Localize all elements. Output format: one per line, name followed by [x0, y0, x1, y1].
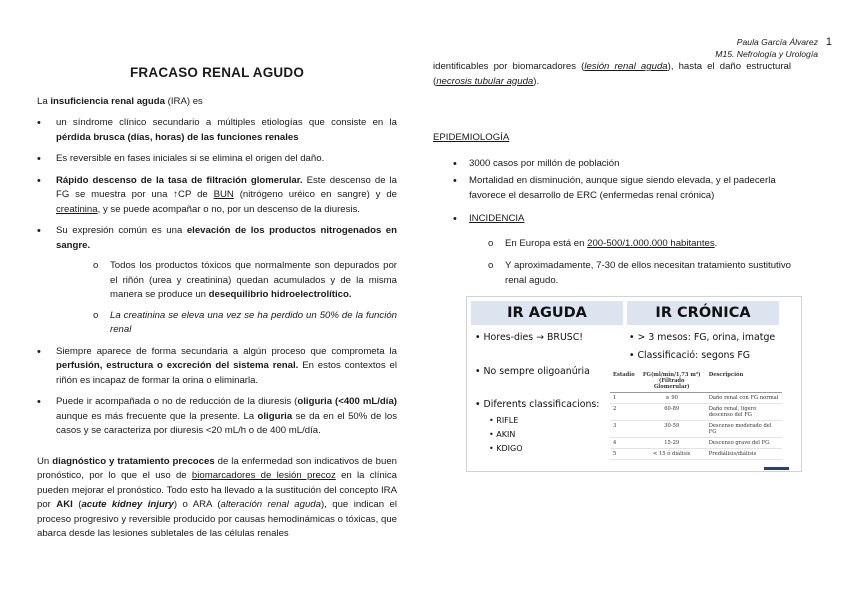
sub-list-item: o La creatinina se eleva una vez se ha perdido un 50% de la función renal — [56, 309, 397, 338]
slide-text: • KDIGO — [489, 444, 523, 453]
sub-list-item: o Y aproximadamente, 7-30 de ellos necesitan tratamiento sustitutivo renal agudo. — [433, 259, 791, 288]
course: M15. Nefrología y Urología — [715, 49, 818, 59]
table-header: Descripción — [706, 370, 782, 393]
list-item: • INCIDENCIA — [433, 212, 791, 227]
table-row: 1 ≥ 90 Daño renal con FG normal — [610, 393, 782, 404]
sub-list-item: o En Europa está en 200-500/1.000.000 habitantes. — [433, 237, 791, 252]
list-item: • 3000 casos por millón de población — [433, 157, 791, 172]
definition-list — [37, 116, 397, 439]
list-item: • Mortalidad en disminución, aunque sigue siendo elevada, y el padecerla favorece el desarrollo de ERC (enfermedas renal crónica) — [433, 174, 791, 203]
table-row: 2 60-89 Daño renal, ligero descenso del FG — [610, 404, 782, 421]
list-item: • Es reversible en fases iniciales si se elimina el origen del daño. — [37, 152, 397, 167]
ckd-stage-table — [610, 370, 782, 460]
table-header: FG(ml/min/1,73 m²) (Filtrado Glomerular) — [638, 370, 706, 393]
sub-list-item: o Todos los productos tóxicos que normalmente son depurados por el riñón (urea y creatinina) quedan acumulados y de la misma manera se produce un desequilibrio hidroelectrolítico. — [56, 259, 397, 303]
page-number: 1 — [825, 36, 832, 48]
author: Paula García Álvarez — [736, 37, 818, 47]
slide-heading-chronic: IR CRÓNICA — [627, 301, 779, 325]
list-item: • Siempre aparece de forma secundaria a algún proceso que comprometa la perfusión, estructura o excreción del sistema renal. En estos contextos el riñón es incapaz de formar la orina o eliminarla. — [37, 345, 397, 389]
slide-text: • > 3 mesos: FG, orina, imatge — [629, 332, 776, 343]
table-row: 5 < 15 ó diálisis Prediálisis/diálisis — [610, 449, 782, 460]
slide-text: • AKIN — [489, 430, 516, 439]
list-item: • Rápido descenso de la tasa de filtración glomerular. Este descenso de la FG se muestra por una ↑CP de BUN (nitrógeno uréico en sangre) y de creatinina, y se puede acompañar o no, por un descenso de la diuresis. — [37, 174, 397, 218]
list-item: • un síndrome clínico secundario a múltiples etiologías que consiste en la pérdida brusca (días, horas) de las funciones renales — [37, 116, 397, 145]
slide-text: • Hores-dies → BRUSC! — [475, 332, 584, 343]
left-column — [37, 60, 397, 542]
right-column — [433, 60, 791, 288]
continued-paragraph: identificables por biomarcadores (lesión renal aguda), hasta el daño estructural (necrosis tubular aguda). — [433, 61, 791, 87]
table-row: 4 15-29 Descenso grave del FG — [610, 438, 782, 449]
slide-text: • Diferents classificacions: — [475, 399, 600, 410]
slide-accent-bar — [764, 467, 789, 470]
comparison-slide-image — [466, 296, 802, 472]
table-header: Estadio — [610, 370, 638, 393]
table-row: 3 30-59 Descenso moderado del FG — [610, 421, 782, 438]
slide-text: • Classificació: segons FG — [629, 350, 751, 361]
page-header — [715, 36, 832, 60]
list-item: • Puede ir acompañada o no de reducción de la diuresis (oliguria (<400 mL/día) aunque es más frecuente que la presente. La oliguria se da en el 50% de los casos y se caracteriza por diuresis <20 mL/h o de 400 mL/día. — [37, 395, 397, 439]
list-item: • Su expresión común es una elevación de los productos nitrogenados en sangre. o Todos los productos tóxicos que normalmente son depurados por el riñón (urea y creatinina) quedan acumulados y de la misma manera se produce un desequilibrio hidroelectrolítico. o La creatinina se eleva una vez se ha perdido un 50% de la función renal — [37, 224, 397, 338]
diagnosis-paragraph: Un diagnóstico y tratamiento precoces de la enfermedad son indicativos de buen pronóstico, por lo que el uso de biomarcadores de lesión precoz en la clínica pueden mejorar el pronóstico. Todo esto ha llevado a la sustitución del concepto IRA por AKI (acute kidney injury) o ARA (alteración renal aguda), que indican el proceso progresivo y reversible producido por causas hemodinámicas o tóxicas, que abarca desde las lesiones subletales de las células renales — [37, 455, 397, 539]
epidemiology-heading: EPIDEMIOLOGÍA — [433, 132, 510, 143]
intro: La insuficiencia renal aguda (IRA) es — [37, 95, 203, 107]
slide-heading-acute: IR AGUDA — [471, 301, 623, 325]
slide-text: • RIFLE — [489, 416, 519, 425]
document-title: FRACASO RENAL AGUDO — [129, 65, 305, 80]
slide-text: • No sempre oligoanúria — [475, 366, 590, 377]
